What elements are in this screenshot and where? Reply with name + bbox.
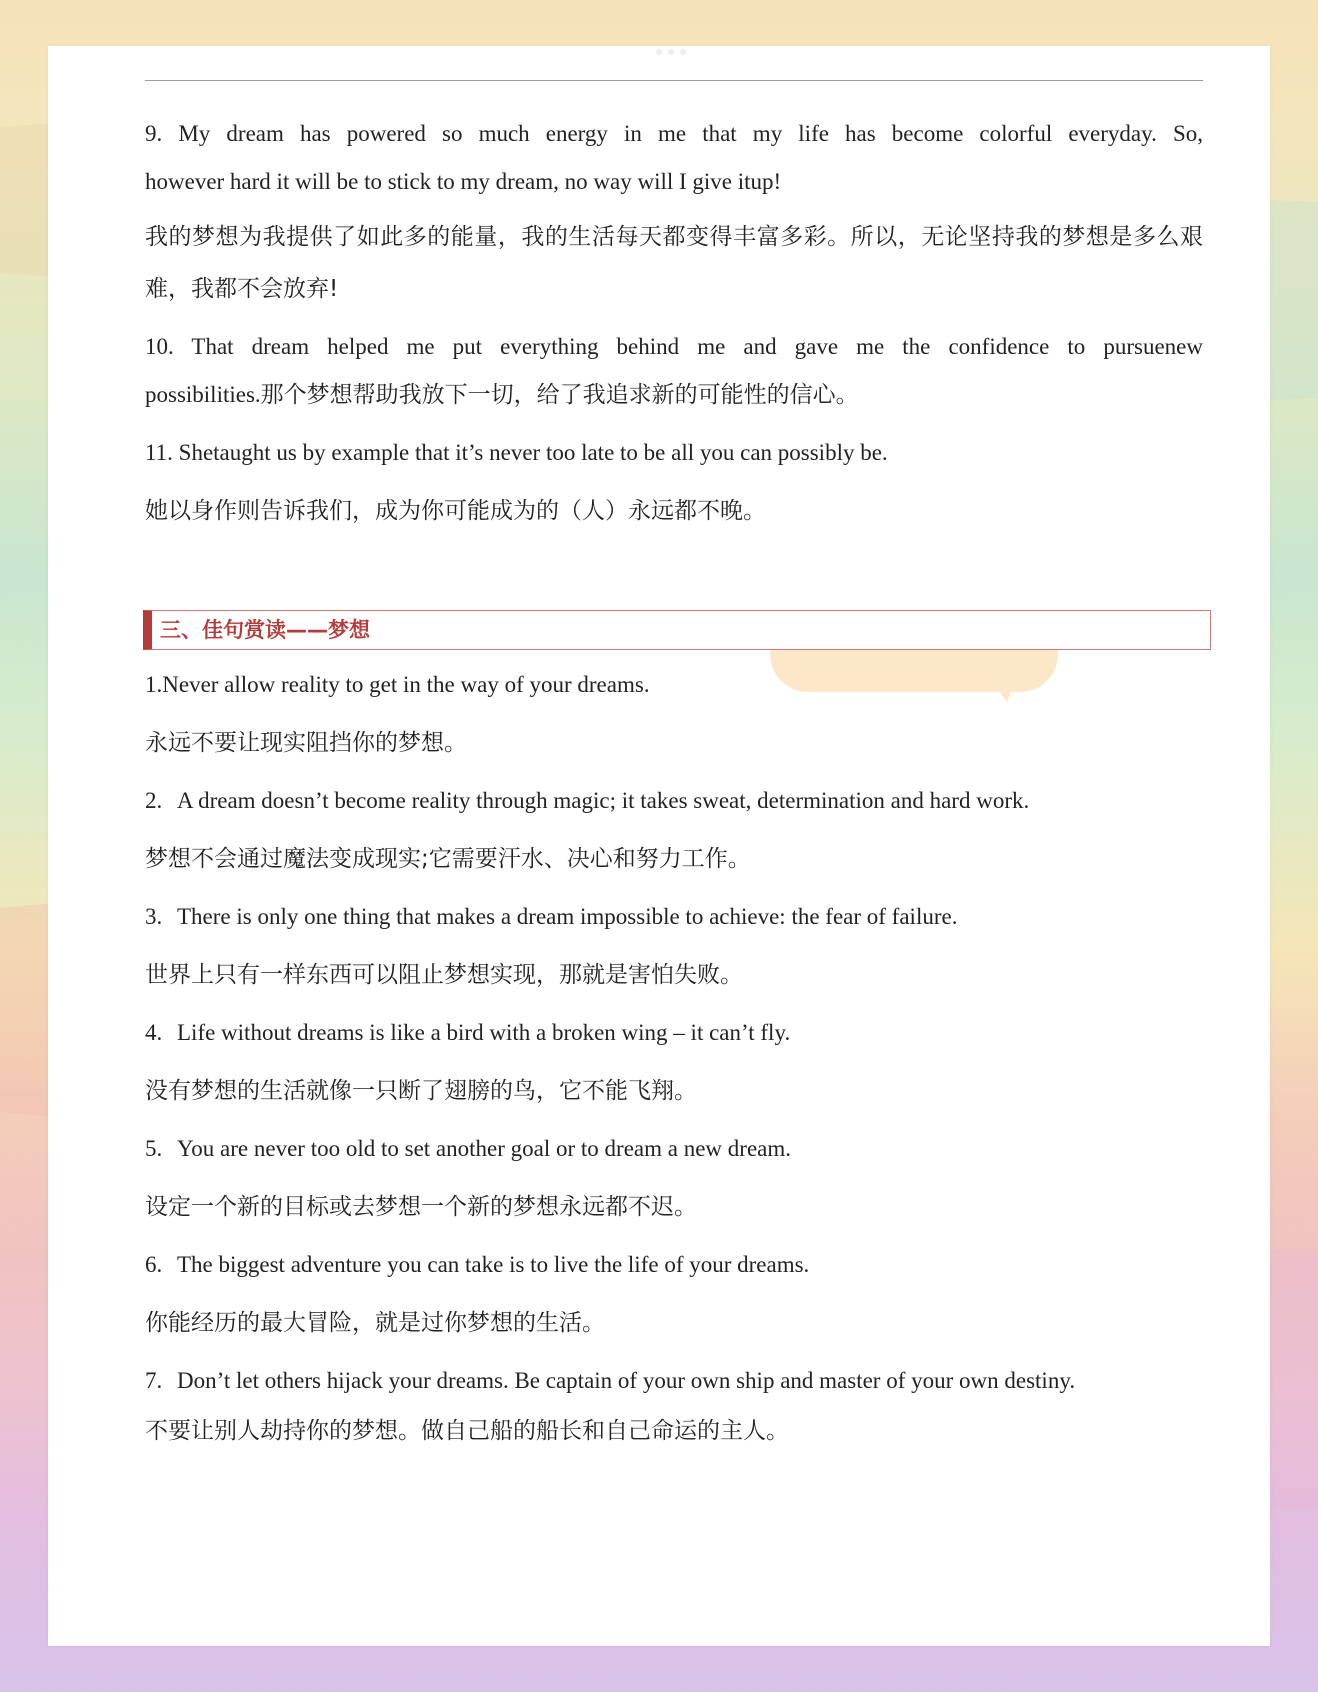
quote-3-en — [145, 891, 1203, 943]
sentence-10-line2 — [145, 369, 1203, 421]
quote-4-en-text: Life without dreams is like a bird with a broken wing – it can’t fly. — [177, 1020, 791, 1045]
quote-2-zh: 梦想不会通过魔法变成现实;它需要汗水、决心和努力工作。 — [145, 846, 751, 872]
sentence-10-en-text2: possibilities. — [145, 382, 261, 407]
quote-7-en-text: Don’t let others hijack your dreams. Be captain of your own ship and master of your own destiny. — [177, 1368, 1076, 1393]
quote-6-en-text: The biggest adventure you can take is to live the life of your dreams. — [177, 1252, 810, 1277]
quote-5-number: 5. — [145, 1136, 163, 1161]
sentence-10-zh: 那个梦想帮助我放下一切，给了我追求新的可能性的信心。 — [260, 382, 859, 408]
quote-5-en — [145, 1123, 1203, 1175]
quote-7-zh: 不要让别人劫持你的梦想。做自己船的船长和自己命运的主人。 — [145, 1418, 789, 1444]
sentence-11-zh: 她以身作则告诉我们，成为你可能成为的（人）永远都不晚。 — [145, 498, 766, 524]
quote-1-en — [145, 659, 1203, 711]
top-divider — [145, 80, 1203, 81]
page-dots-icon — [656, 49, 686, 55]
quote-4-en — [145, 1007, 1203, 1059]
sentence-10-number: 10. — [145, 334, 174, 359]
quote-3-en-text: There is only one thing that makes a dream impossible to achieve: the fear of failure. — [177, 904, 958, 929]
sentence-11-number: 11. — [145, 440, 173, 465]
quote-2-number: 2. — [145, 788, 163, 813]
sentence-9-en-line1 — [145, 108, 1203, 160]
sentence-9-en-text1: My dream has powered so much energy in me that my life has become colorful everyday. So, — [178, 121, 1203, 146]
sentence-9-zh: 我的梦想为我提供了如此多的能量，我的生活每天都变得丰富多彩。所以，无论坚持我的梦想是多么艰难，我都不会放弃! — [145, 224, 1203, 302]
quote-2-en — [145, 775, 1203, 827]
document-page — [48, 46, 1270, 1646]
sentence-10-en-line1 — [145, 321, 1203, 373]
quote-1-en-text: Never allow reality to get in the way of your dreams. — [162, 672, 650, 697]
section-title: 三、佳句赏读——梦想 — [160, 618, 370, 642]
quote-4-zh: 没有梦想的生活就像一只断了翅膀的鸟，它不能飞翔。 — [145, 1078, 697, 1104]
quote-2-en-text: A dream doesn’t become reality through magic; it takes sweat, determination and hard work. — [177, 788, 1030, 813]
quote-1-zh: 永远不要让现实阻挡你的梦想。 — [145, 730, 467, 756]
quote-6-number: 6. — [145, 1252, 163, 1277]
sentence-11-en-text: Shetaught us by example that it’s never too late to be all you can possibly be. — [178, 440, 888, 465]
quote-6-zh: 你能经历的最大冒险，就是过你梦想的生活。 — [145, 1310, 605, 1336]
quote-5-zh: 设定一个新的目标或去梦想一个新的梦想永远都不迟。 — [145, 1194, 697, 1220]
quote-7-en — [145, 1355, 1203, 1407]
quote-4-number: 4. — [145, 1020, 163, 1045]
sentence-9-en-line2: however hard it will be to stick to my dream, no way will I give itup! — [145, 169, 782, 194]
sentence-11-en — [145, 427, 1203, 479]
quote-7-number: 7. — [145, 1368, 163, 1393]
quote-5-en-text: You are never too old to set another goal or to dream a new dream. — [177, 1136, 792, 1161]
sentence-10-en-text1: That dream helped me put everything behind me and gave me the confidence to pursuenew — [191, 334, 1203, 359]
quote-1-number: 1. — [145, 672, 163, 697]
section-header — [143, 610, 1211, 650]
quote-3-zh: 世界上只有一样东西可以阻止梦想实现，那就是害怕失败。 — [145, 962, 743, 988]
quote-6-en — [145, 1239, 1203, 1291]
sentence-9-number: 9. — [145, 121, 163, 146]
quote-3-number: 3. — [145, 904, 163, 929]
